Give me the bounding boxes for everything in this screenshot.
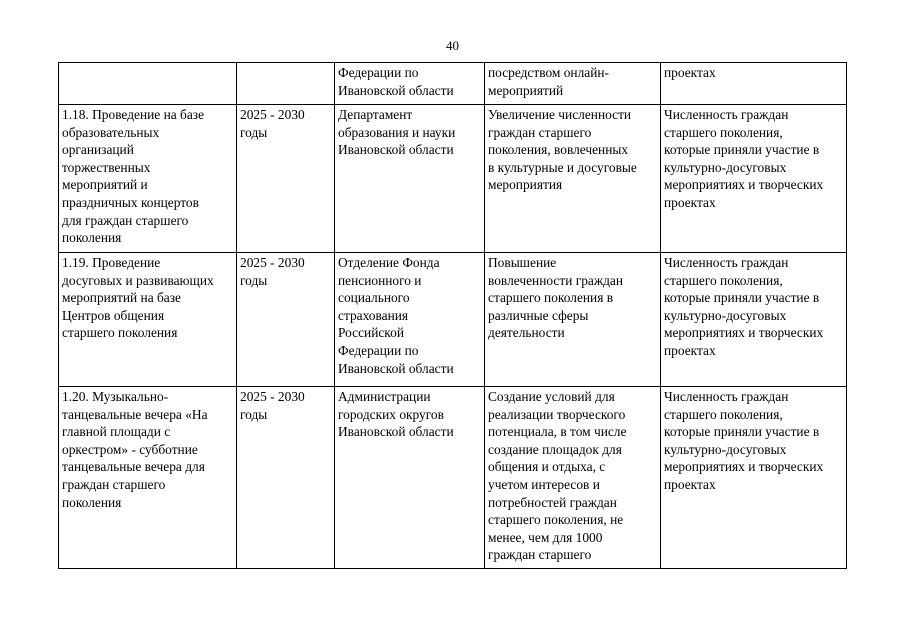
page-number: 40 bbox=[446, 38, 459, 53]
measure-cell: 1.20. Музыкально- танцевальные вечера «На главной площади с оркестром» - субботние танцевальные вечера для граждан старшего поколения bbox=[59, 387, 237, 569]
table-row bbox=[59, 253, 847, 387]
indicator-cell: Численность граждан старшего поколения, которые приняли участие в культурно-досуговых мероприятиях и творческих проектах bbox=[661, 105, 847, 253]
table-row bbox=[59, 63, 847, 105]
result-cell: Увеличение численности граждан старшего поколения, вовлеченных в культурные и досуговые мероприятия bbox=[485, 105, 661, 253]
executor-cell: Администрации городских округов Ивановской области bbox=[335, 387, 485, 569]
executor-cell: Отделение Фонда пенсионного и социального страхования Российской Федерации по Ивановской области bbox=[335, 253, 485, 387]
executor-cell: Департамент образования и науки Ивановской области bbox=[335, 105, 485, 253]
measures-table bbox=[58, 62, 847, 569]
indicator-cell: Численность граждан старшего поколения, которые приняли участие в культурно-досуговых мероприятиях и творческих проектах bbox=[661, 387, 847, 569]
measure-cell: 1.18. Проведение на базе образовательных организаций торжественных мероприятий и праздничных концертов для граждан старшего поколения bbox=[59, 105, 237, 253]
indicator-cell: проектах bbox=[661, 63, 847, 105]
period-cell: 2025 - 2030 годы bbox=[237, 387, 335, 569]
table-row bbox=[59, 387, 847, 569]
period-cell: 2025 - 2030 годы bbox=[237, 253, 335, 387]
result-cell: Повышение вовлеченности граждан старшего поколения в различные сферы деятельности bbox=[485, 253, 661, 387]
table-row bbox=[59, 105, 847, 253]
result-cell: посредством онлайн- мероприятий bbox=[485, 63, 661, 105]
indicator-cell: Численность граждан старшего поколения, которые приняли участие в культурно-досуговых мероприятиях и творческих проектах bbox=[661, 253, 847, 387]
result-cell: Создание условий для реализации творческого потенциала, в том числе создание площадок для общения и отдыха, с учетом интересов и потребностей граждан старшего поколения, не менее, чем для 1000 граждан старшего bbox=[485, 387, 661, 569]
executor-cell: Федерации по Ивановской области bbox=[335, 63, 485, 105]
measure-cell bbox=[59, 63, 237, 105]
period-cell: 2025 - 2030 годы bbox=[237, 105, 335, 253]
period-cell bbox=[237, 63, 335, 105]
measure-cell: 1.19. Проведение досуговых и развивающих мероприятий на базе Центров общения старшего поколения bbox=[59, 253, 237, 387]
